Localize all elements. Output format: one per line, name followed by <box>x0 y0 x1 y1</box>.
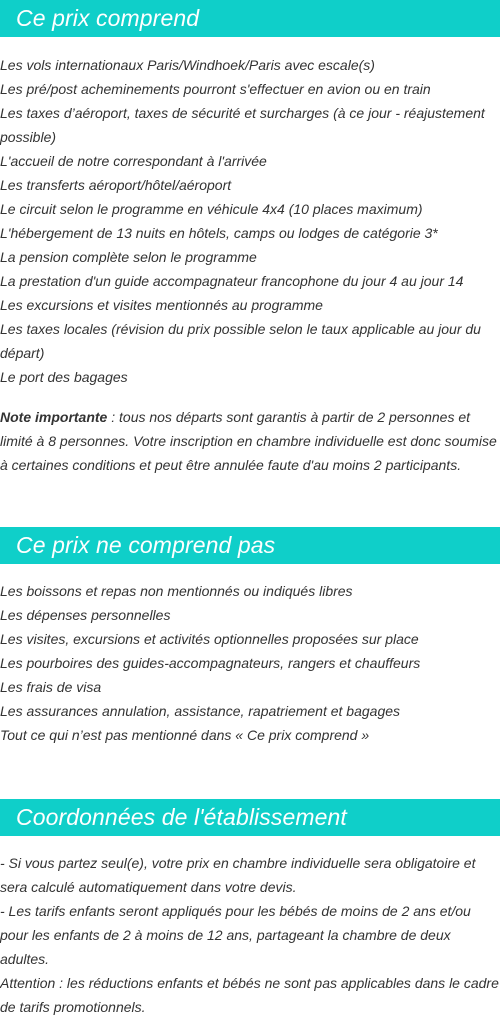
list-item: Les taxes locales (révision du prix possible selon le taux applicable au jour du départ) <box>0 321 481 361</box>
excludes-list <box>0 579 500 747</box>
section-title: Ce prix ne comprend pas <box>16 532 276 558</box>
note-text: : tous nos départs sont garantis à partir de 2 personnes et limité à 8 personnes. Votre inscription en chambre individuelle est donc soumise à certaines conditions et peut être annulée faute d'au moins 2 participants. <box>0 409 497 473</box>
list-item: Les pourboires des guides-accompagnateurs, rangers et chauffeurs <box>0 655 421 671</box>
list-item: Les taxes d’aéroport, taxes de sécurité et surcharges (à ce jour - réajustement possible) <box>0 105 485 145</box>
includes-list <box>0 53 500 389</box>
list-item: - Si vous partez seul(e), votre prix en chambre individuelle sera obligatoire et sera calculé automatiquement dans votre devis. <box>0 855 476 895</box>
list-item: La pension complète selon le programme <box>0 249 257 265</box>
establishment-info-list <box>0 851 500 1019</box>
section-header-establishment <box>0 799 500 836</box>
list-item: Les dépenses personnelles <box>0 607 171 623</box>
section-title: Ce prix comprend <box>16 5 200 31</box>
list-item: Les frais de visa <box>0 679 102 695</box>
list-item: Les visites, excursions et activités optionnelles proposées sur place <box>0 631 419 647</box>
important-note <box>0 405 500 477</box>
list-item: Les vols internationaux Paris/Windhoek/Paris avec escale(s) <box>0 57 375 73</box>
list-item: Les assurances annulation, assistance, rapatriement et bagages <box>0 703 401 719</box>
list-item: Les boissons et repas non mentionnés ou indiqués libres <box>0 583 353 599</box>
list-item: L'accueil de notre correspondant à l'arrivée <box>0 153 267 169</box>
list-item: Les transferts aéroport/hôtel/aéroport <box>0 177 232 193</box>
list-item: La prestation d'un guide accompagnateur francophone du jour 4 au jour 14 <box>0 273 464 289</box>
note-label: Note importante <box>0 409 108 425</box>
list-item: Tout ce qui n’est pas mentionné dans « Ce prix comprend » <box>0 727 370 743</box>
section-header-excludes <box>0 527 500 564</box>
list-item: Les excursions et visites mentionnés au programme <box>0 297 323 313</box>
section-title: Coordonnées de l'établissement <box>16 804 347 830</box>
section-header-includes <box>0 0 500 37</box>
list-item: Le circuit selon le programme en véhicule 4x4 (10 places maximum) <box>0 201 423 217</box>
list-item: Attention : les réductions enfants et bébés ne sont pas applicables dans le cadre de tarifs promotionnels. <box>0 975 499 1015</box>
list-item: - Les tarifs enfants seront appliqués pour les bébés de moins de 2 ans et/ou pour les enfants de 2 à moins de 12 ans, partageant la chambre de deux adultes. <box>0 903 471 967</box>
list-item: Le port des bagages <box>0 369 128 385</box>
list-item: L'hébergement de 13 nuits en hôtels, camps ou lodges de catégorie 3* <box>0 225 438 241</box>
list-item: Les pré/post acheminements pourront s'effectuer en avion ou en train <box>0 81 431 97</box>
